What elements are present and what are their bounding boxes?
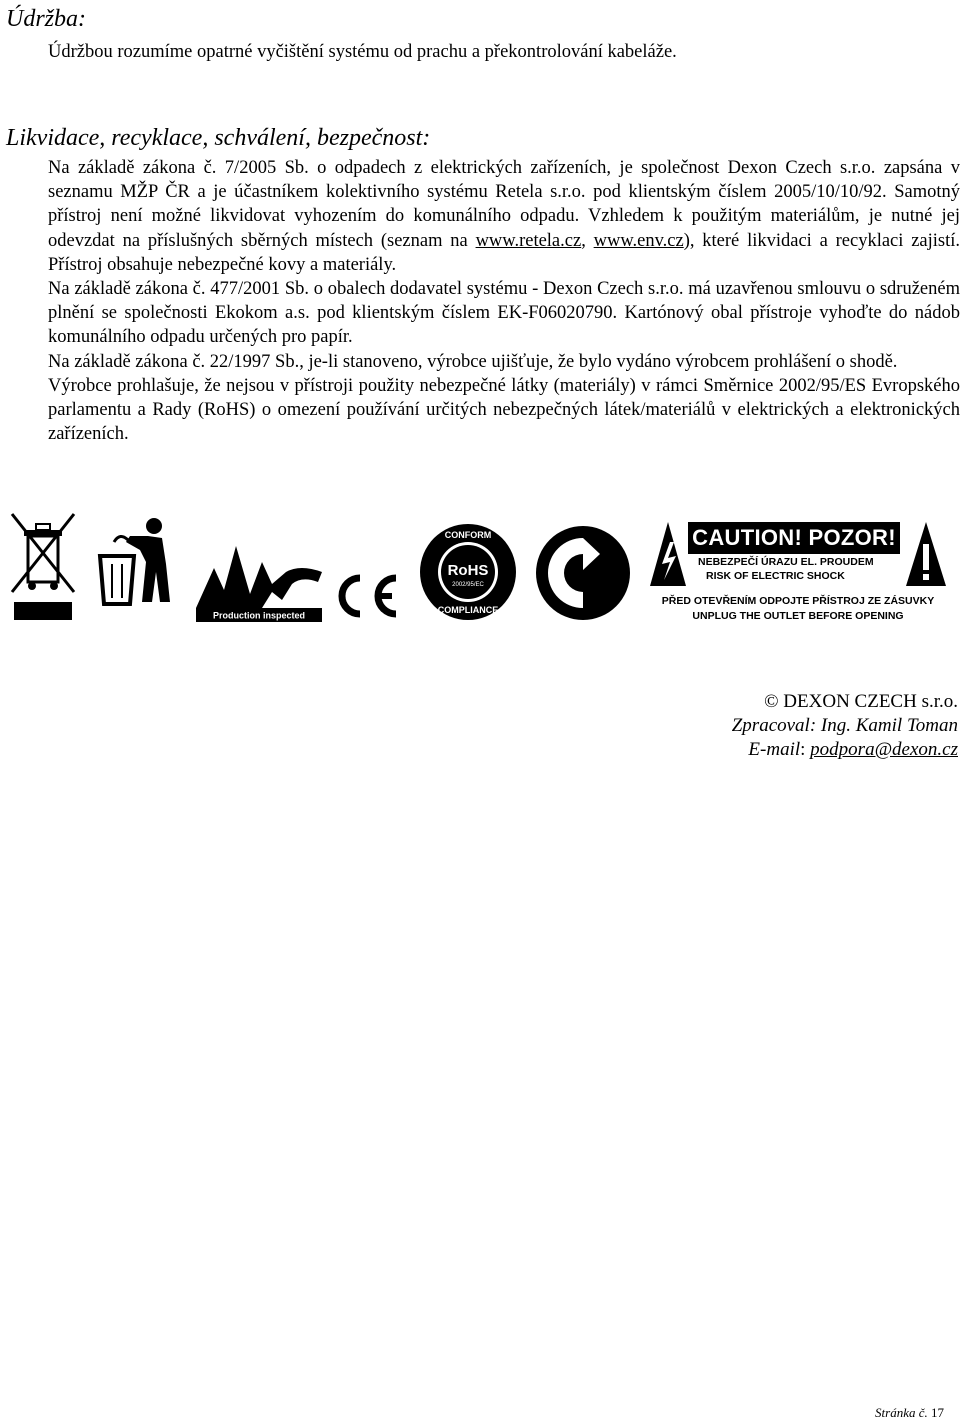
emc-production-text: Production inspected (212, 610, 306, 621)
credit-block (732, 690, 958, 762)
disposal-body (6, 156, 960, 446)
rohs-center-text: RoHS (447, 562, 489, 579)
unplug-line-cz: PŘED OTEVŘENÍM ODPOJTE PŘÍSTROJ ZE ZÁSUVKY (661, 595, 935, 607)
caution-label (648, 520, 958, 630)
caution-line-en: RISK OF ELECTRIC SHOCK (706, 570, 845, 582)
rohs-sub-text: 2002/95/EC (452, 582, 484, 588)
page-number: 17 (931, 1405, 944, 1420)
retela-link[interactable]: www.retela.cz (475, 230, 582, 251)
weee-crossed-bin-icon (8, 508, 78, 620)
copyright-line: © DEXON CZECH s.r.o. (764, 691, 958, 712)
unplug-line-en: UNPLUG THE OUTLET BEFORE OPENING (692, 610, 904, 622)
page-label: Stránka č. (875, 1405, 928, 1420)
electric-shock-icon (648, 520, 688, 588)
maintenance-heading: Údržba: (6, 6, 87, 32)
caution-title: CAUTION! POZOR! (688, 522, 900, 554)
paragraph-rohs: Výrobce prohlašuje, že nejsou v přístroji použity nebezpečné látky (materiály) v rámci Směrnice 2002/95/ES Evropského parlamentu a Rady (RoHS) o omezení používání určitých nebezpečných látek/materiálů v elektrických a elektronických zařízeních. (48, 375, 960, 445)
emc-logo-icon (192, 528, 326, 622)
tidyman-recycling-icon (90, 512, 180, 607)
rohs-compliance-icon (418, 522, 518, 622)
exclamation-warning-icon (904, 520, 948, 588)
rohs-bottom-text: COMPLIANCE (437, 605, 499, 615)
ce-mark-icon (330, 572, 402, 620)
prepared-by: Zpracoval: Ing. Kamil Toman (731, 715, 958, 736)
email-link[interactable]: podpora@dexon.cz (810, 739, 958, 760)
env-link[interactable]: www.env.cz (593, 230, 684, 251)
rohs-top-text: CONFORM (444, 530, 492, 540)
caution-line-cz: NEBEZPEČÍ ÚRAZU EL. PROUDEM (698, 556, 874, 568)
page-footer (875, 1405, 944, 1421)
paragraph-retela: Na základě zákona č. 7/2005 Sb. o odpadech z elektrických zařízeních, je společnost Dexon Czech s.r.o. zapsána v seznamu MŽP ČR a je účastníkem kolektivního systému Retela s.r.o. pod klientským číslem 2005/10/10/92. Samotný přístroj není možné likvidovat vyhozením do komunálního odpadu. Vzhledem k použitým materiálům, je nutné jej odevzdat na příslušných sběrných místech (seznam na www.retela.cz, www.env.cz), které likvidaci a recyklaci zajistí. Přístroj obsahuje nebezpečné kovy a materiály. (48, 158, 960, 275)
email-line: E-mail: podpora@dexon.cz (748, 739, 958, 760)
green-dot-icon (534, 524, 632, 622)
maintenance-text: Údržbou rozumíme opatrné vyčištění systému od prachu a překontrolování kabeláže. (48, 42, 677, 62)
disposal-heading: Likvidace, recyklace, schválení, bezpečnost: (6, 125, 431, 151)
paragraph-ekokom: Na základě zákona č. 477/2001 Sb. o obalech dodavatel systému - Dexon Czech s.r.o. má uzavřenou smlouvu o sdruženém plnění se společnosti Ekokom a.s. pod klientským číslem EK-F06020790. Kartónový obal přístroje vyhoďte do nádob komunálního odpadu určených pro papír. (48, 279, 960, 348)
paragraph-conformity: Na základě zákona č. 22/1997 Sb., je-li stanoveno, výrobce ujišťuje, že bylo vydáno výrobcem prohlášení o shodě. (48, 351, 898, 372)
